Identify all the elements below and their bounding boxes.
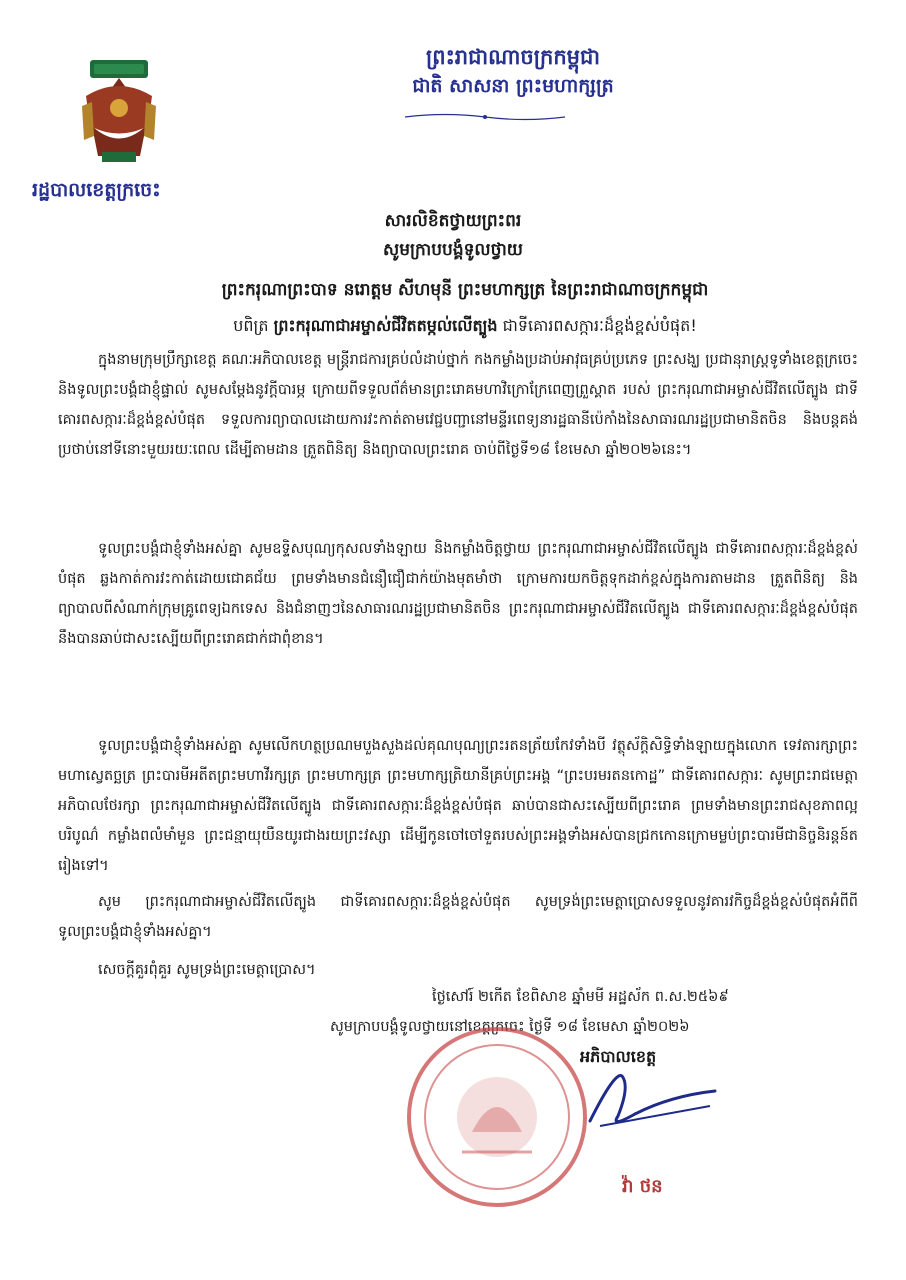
paragraph-2-text: ទូលព្រះបង្គំជាខ្ញុំទាំងអស់គ្នា សូមឧទ្ទិសបុណ្យកុសលទាំងឡាយ និងកម្លាំងចិត្តថ្វាយ ព្រះករុណាជាអម្ចាស់ជីវិតលើត្បូង ជាទីគោរពសក្ការៈដ៏ខ្ពង់ខ្ពស់បំផុត ឆ្លងកាត់ការវះកាត់ដោយជោគជ័យ ព្រមទាំងមានជំនឿជឿជាក់យ៉ាងមុតមាំថា ក្រោមការយកចិត្តទុកដាក់ខ្ពស់ក្នុងការតាមដាន ត្រួតពិនិត្យ និងព្យាបាលពីសំណាក់ក្រុមគ្រូពេទ្យឯកទេស និងជំនាញៗនៃសាធារណរដ្ឋប្រជាមានិតចិន ព្រះករុណាជាអម្ចាស់ជីវិតលើត្បូង ជាទីគោរពសក្ការៈដ៏ខ្ពង់ខ្ពស់បំផុត នឹងបានឆាប់ជាសះស្បើយពីព្រះរោគជាក់ជាពុំខាន។	[58, 541, 858, 647]
paragraph-1-text: ក្នុងនាមក្រុមប្រឹក្សាខេត្ត គណៈអភិបាលខេត្ត មន្ត្រីរាជការគ្រប់លំដាប់ថ្នាក់ កងកម្លាំងប្រដាប់អាវុធគ្រប់ប្រភេទ ព្រះសង្ឃ ប្រជានុរាស្ត្រទូទាំងខេត្តក្រចេះ និងទូលព្រះបង្គំជាខ្ញុំផ្ទាល់ សូមសម្តែងនូវក្តីបារម្ភ ក្រោយពីទទួលព័ត៌មានព្រះរោគមហាវិក្រោក្រែពេញព្រួស្គាត របស់ ព្រះករុណាជាអម្ចាស់ជីវិតលើត្បូង ជាទីគោរពសក្ការៈដ៏ខ្ពង់ខ្ពស់បំផុត ទទួលការព្យាបាលដោយការវះកាត់តាមវេជ្ជបញ្ជានៅមន្ទីរពេទ្យនារដ្ឋធានីប៉េកាំងនៃសាធារណរដ្ឋប្រជាមានិតចិន និងបន្តគង់ប្រថាប់នៅទីនោះមួយរយៈពេល ដើម្បីតាមដាន ត្រួតពិនិត្យ និងព្យាបាលព្រះរោគ ចាប់ពីថ្ងៃទី១៨ ខែមេសា ឆ្នាំ២០២៦នេះ។	[58, 352, 858, 458]
ornament-divider-icon	[405, 112, 565, 122]
address-line	[50, 315, 880, 339]
letter-salutation: សូមក្រាបបង្គំទូលថ្វាយ	[383, 240, 523, 260]
paragraph-4	[58, 887, 858, 947]
paragraph-3-text: ទូលព្រះបង្គំជាខ្ញុំទាំងអស់គ្នា សូមលើកហត្ថប្រណមបួងសួងដល់គុណបុណ្យព្រះរតនត្រ័យកែវទាំងបី វត្ថុស័ក្តិសិទ្ធិទាំងឡាយក្នុងលោក ទេវតារក្សាព្រះមហាស្វេតច្ឆត្រ ព្រះបារមីអតីតព្រះមហាវីរក្សត្រ ព្រះមហាក្សត្រ ព្រះមហាក្សត្រិយានីគ្រប់ព្រះអង្គ “ព្រះបរមរតនកោដ្ឋ” ជាទីគោរពសក្ការៈ សូមព្រះរាជមេត្តាអភិបាលថែរក្សា ព្រះករុណាជាអម្ចាស់ជីវិតលើត្បូង ជាទីគោរពសក្ការៈដ៏ខ្ពង់ខ្ពស់បំផុត ឆាប់បានជាសះស្បើយពីព្រះរោគ ព្រមទាំងមានព្រះរាជសុខភាពល្អបរិបូណ៌ កម្លាំងពលំមាំមួន ព្រះជន្មាយុយឺនយូរជាងរយព្រះវស្សា ដើម្បីកូនចៅចៅទួតរបស់ព្រះអង្គទាំងអស់បានជ្រកកោនក្រោមម្លប់ព្រះបារមីជានិច្ចនិរន្តន៍តរៀងទៅ។	[58, 738, 858, 874]
lunar-date: ថ្ងៃសៅរ៍ ២កើត ខែពិសាខ ឆ្នាំមមី អដ្ឋស័ក ព.ស.២៥៦៩	[432, 989, 729, 1005]
paragraph-2	[58, 534, 858, 654]
governor-position: អភិបាលខេត្ត	[580, 1047, 657, 1066]
addressee: ព្រះករុណាព្រះបាទ នរោត្តម សីហមុនី ព្រះមហាក្សត្រ នៃព្រះរាជាណាចក្រកម្ពុជា	[221, 280, 709, 300]
signer-name: វ៉ា ថន	[622, 1176, 663, 1197]
administration-name: រដ្ឋបាលខេត្តក្រចេះ	[32, 179, 161, 201]
signature-icon	[560, 1066, 720, 1136]
paragraph-5-text: សេចក្តីគួរពុំគួរ សូមទ្រង់ព្រះមេត្តាប្រោស។	[98, 962, 316, 978]
address-suffix: ជាទីគោរពសក្ការៈដ៏ខ្ពង់ខ្ពស់បំផុត!	[497, 316, 697, 335]
paragraph-3	[58, 731, 858, 881]
paragraph-4-text: សូម ព្រះករុណាជាអម្ចាស់ជីវិតលើត្បូង ជាទីគោរពសក្ការៈដ៏ខ្ពង់ខ្ពស់បំផុត សូមទ្រង់ព្រះមេត្តាប្រោសទទួលនូវគារវកិច្ចដ៏ខ្ពង់ខ្ពស់បំផុតអំពីពីទូលព្រះបង្គំជាខ្ញុំទាំងអស់គ្នា។	[58, 894, 858, 940]
paragraph-5	[58, 955, 858, 985]
letter-title: សារលិខិតថ្វាយព្រះពរ	[384, 211, 522, 231]
kingdom-title: ព្រះរាជាណាចក្រកម្ពុជា	[425, 45, 600, 69]
place-date: សូមក្រាបបង្គំទូលថ្វាយនៅខេត្តក្រចេះ ថ្ងៃទី ១៨ ខែមេសា ឆ្នាំ២០២៦	[330, 1019, 690, 1035]
address-prefix: បពិត្រ	[233, 316, 274, 335]
address-bold: ព្រះករុណាជាអម្ចាស់ជីវិតតម្កល់លើត្បូង	[273, 316, 498, 335]
national-motto: ជាតិ សាសនា ព្រះមហាក្សត្រ	[412, 75, 614, 97]
paragraph-1	[58, 345, 858, 465]
